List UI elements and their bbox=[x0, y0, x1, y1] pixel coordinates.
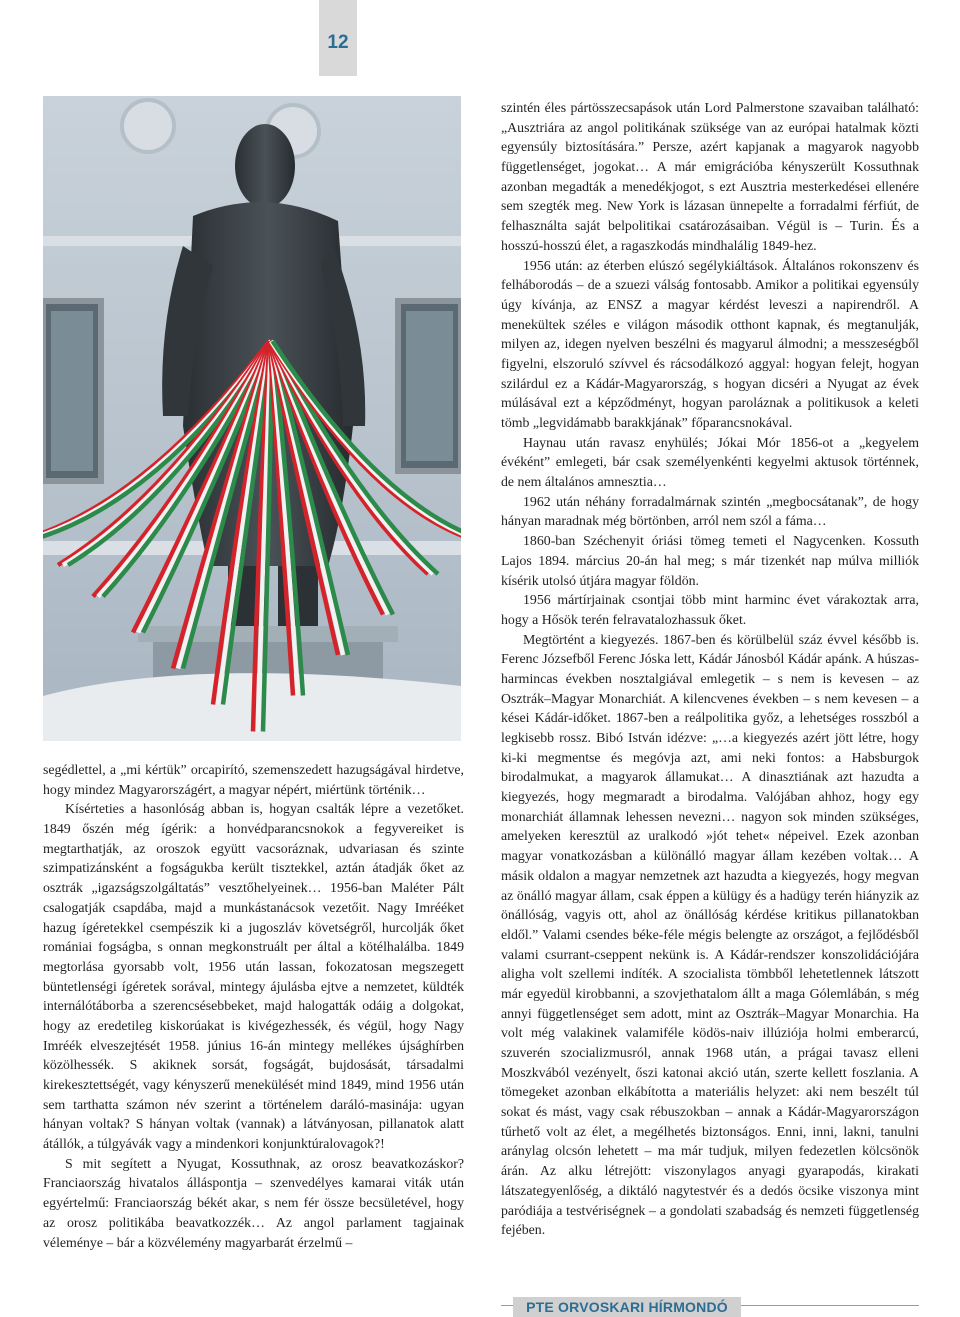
right-paragraph-2: 1956 után: az éterben elúszó segélykiáltások. Általános rokonszenv és felháborodás – de a szuezi válság fontosabb. Amikor a politikai egyensúly úgy kívánja, az ENSZ a magyar kérdést leveszi a napirendről. A menekültek széles e világon második otthont kapnak, és megtanulják, milyen az, idegen nyelven beszélni és magyarul álmodni; a messzeségből figyelni, elszoruló szívvel és rácsodálkozó aggyal: hogyan felejt, hogyan szilárdul ez a Kádár-Magyarország, s hogyan dicséri a Nyugat az évek múlásával ezt a képződményt, hogyan paroláznak a politikusok a keleti tömb „legvidámabb barakkjának” főparancsnokával. bbox=[501, 257, 919, 430]
left-paragraph-1: segédlettel, a „mi kértük” orcapirító, szemenszedett hazugságával hirdetve, hogy mindez Magyarországért, a magyar népért, miértünk történik… bbox=[43, 762, 464, 797]
right-column bbox=[501, 98, 919, 1240]
page-number: 12 bbox=[327, 32, 349, 53]
right-paragraph-1: szintén éles pártösszecsapások után Lord Palmerstone szavaiban található: „Ausztriára az angol politikának szüksége van az európai hatalmak közti egyensúly biztosítására.” Persze, azért kapjanak a magyarok nagyobb függetlenséget, jogokat… A már emigrációba kényszerült Kossuthnak azonban megadták a menedékjogot, s ezt Ausztria mesterkedései ellenére sem szegték meg. New York is lázasan ünnepelte a forradalmi férfiút, de felhasználta saját belpolitikai csatározásaiban. Végül is – Turin. És a hosszú-hosszú élet, a ragaszkodás mindhalálig 1849-hez. bbox=[501, 100, 919, 253]
left-paragraph-3: S mit segített a Nyugat, Kossuthnak, az orosz beavatkozáskor? Franciaország hivatalos álláspontja – szenvedélyes kamarai viták után egyértelmű: Franciaország békét akar, s nem fér össze becsületével, hogy az orosz politikába beavatkozzék… Az angol parlament tagjainak véleménye – bár a közvélemény magyarbarát érzelmű – bbox=[43, 1155, 464, 1250]
footer-rule-right bbox=[741, 1305, 919, 1306]
page-number-tab bbox=[319, 0, 357, 76]
right-paragraph-7: Megtörtént a kiegyezés. 1867-ben és körülbelül száz évvel később is. Ferenc Józsefből Ferenc Jóska lett, Kádár Jánosból Kádár apánk. A húszas-harmincas években nosztalgiával emlegetik – s nem is kevesen – az Osztrák–Magyar Monarchiát. A kilencvenes években – s nem kevesen – a kései Kádár-időket. 1867-ben a reálpolitika győz, a lehetséges rosszból a legkisebb rossz. Bibó István idézve: „…a kiegyezés azért jött létre, hogy ki-ki megmentse és megóvja azt, ami neki fontos: a Habsburgok birodalmukat, a magyarok államukat… A dinasztiának azt hazudta a kiegyezés, hogy megmaradt a birodalma. Valójában ahhoz, hogy egy monarchiát államnak lehessen nevezni… nagyon sok minden szükséges, amelyeken keresztül az uralkodó »jót tehet« népeivel. Ezek azonban magyar vonatkozásban a különálló magyar állam kezében voltak… A másik oldalon a magyar nemzetnek azt hazudta a kiegyezés, hogy megvan az önálló magyar állam, csak éppen a külügy és a hadügy terén hiányzik az önállóság, vagyis ott, ahol az önállóság kérdése kritikus pillanatokban eldől.” Valami csendes béke-féle mégis belengte az országot, a fejlődésből valami csurrant-cseppent nekünk is. A Kádár-rendszer konszolidációjára aligha volt szellemi indíték. A szocialista tömbből lehetetlennek látszott már egyedül kirobbanni, a szovjethatalom állt a maga Gólemlábán, s még annyi függetlenséget sem adott, mint az Osztrák–Magyar Monarchia. Ha volt még valakinek valamiféle ködös-naiv illúziója holmi emberarcú, szuverén szocializmusról, annak 1968 után, a prágai tavasz elleni Moszkvából vezényelt, őszi katonai akció után, szerte kellett foszlania. A tömegeket azonban elkábította a materiális helyzet: aki nem beszélt túl sokat és mást, vagy csak rébuszokban – annak a Kádár-Magyarországon tűrhető volt az élet, a megélhetés biztonságos. Enni, inni, lakni, tanulni aránylag olcsón lehetett – ma már tudjuk, milyen fedezetlen kölcsönök árán. Az alku létrejött: viszonylagos anyagi gyarapodás, kirakati látszategyenlőség, a diktáló nagytestvér és a dedós öcsike viszonya mint paródiája a testvériségnek – a gondolati szabadság és nemzeti függetlenség fejében. bbox=[501, 631, 919, 1238]
right-paragraph-4: 1962 után néhány forradalmárnak szintén „megbocsátanak”, de hogy hányan maradnak még börtönben, arról nem szól a fáma… bbox=[501, 493, 919, 529]
footer-publication-name: PTE ORVOSKARI HÍRMONDÓ bbox=[526, 1299, 728, 1315]
left-paragraph-2: Kísérteties a hasonlóság abban is, hogyan csalták lépre a vezetőket. 1849 őszén még ígérik: a honvédparancsnokok a fegyvereiket is megtarthatják, az oroszok együtt vacsoráznak, udvariasan és szinte szimpatizánsként a fogságukba került tisztekkel, aztán átadják őket az osztrák „igazságszolgáltatás” vesztőhelyeinek… 1956-ban Maléter Pált csalogatják csapdába, majd a munkástanácsok vezetőit. Nagy Imrééket hazug ígéretekkel csempészik ki a jugoszláv követségről, hurcolják őket romániai fogságba, s onnan megkonstruált per által a kötélhalálba. 1849 megtorlása gyorsabb volt, 1956 után lassan, fokozatosan megszegett büntetlenségi ígéretek sorával, mintegy ájulásba ejtve a nemzetet, küldték internálótáborba a szerencsésebbeket, majd halogatták odáig a dolgokat, hogy az eredetileg kiskorúakat is kivégezhessék, és végül, hogy Nagy Imréék elveszejtését 1958. június 16-án mintegy mellékes újsághírben közölhessék. S akiknek sorsát, fogságát, bujdosását, társadalmi kirekesztettségét, vagy kényszerű menekülését mind 1849, mind 1956 után sem tarthatta számon név szerint a történelem daráló-masinája: ugyan hányan voltak? S hányan voltak (vannak) a látványosan, pillanatok alatt átállók, a túlgyávák vagy a mindenkori konjunktúralovagok?! bbox=[43, 801, 464, 1152]
right-paragraph-5: 1860-ban Széchenyit óriási tömeg temeti el Nagycenken. Kossuth Lajos 1894. március 20-án hal meg; s már tizenkét nap múlva milliók kísérik utolsó útjára magyar földön. bbox=[501, 533, 919, 588]
left-column bbox=[43, 760, 464, 1252]
kossuth-statue-with-ribbons-image bbox=[43, 96, 461, 741]
statue-photo bbox=[43, 96, 461, 741]
right-paragraph-3: Haynau után ravasz enyhülés; Jókai Mór 1856-ot a „kegyelem évéként” emlegeti, bár csak személyenkénti kegyelmi aktusok történnek, de nem általános amnesztia… bbox=[501, 434, 919, 490]
footer-publication-box bbox=[513, 1297, 741, 1317]
right-paragraph-6: 1956 mártírjainak csontjai több mint harminc évet várakoztak arra, hogy a Hősök terén felravatalozhassuk őket. bbox=[501, 592, 919, 627]
footer-rule-left bbox=[501, 1305, 513, 1306]
